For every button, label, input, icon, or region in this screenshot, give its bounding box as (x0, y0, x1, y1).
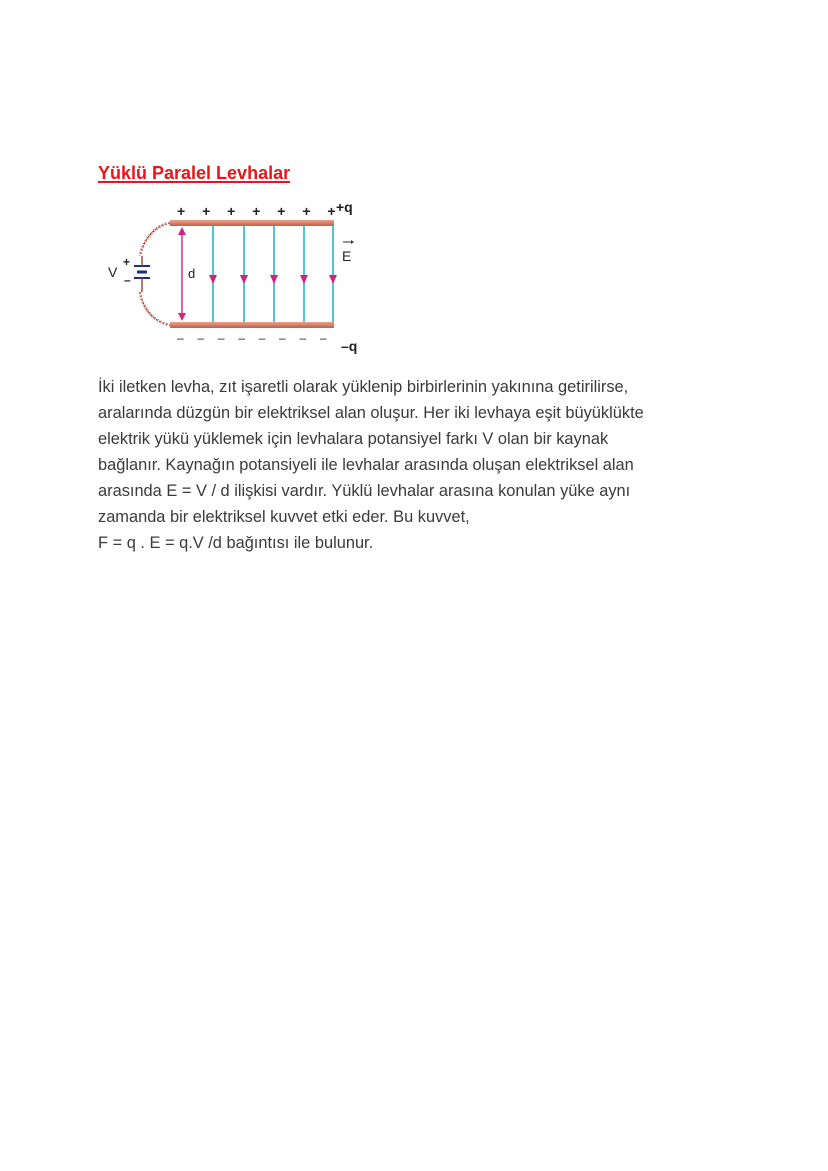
paragraph-line: elektrik yükü yüklemek için levhalara potansiyel farkı V olan bir kaynak (98, 430, 609, 448)
distance-arrow (178, 227, 186, 321)
paragraph-line: İki iletken levha, zıt işaretli olarak yüklenip birbirlerinin yakınına getirilirse, (98, 378, 629, 396)
voltage-label: V (108, 264, 118, 280)
wire-coils (140, 223, 170, 325)
parallel-plates-figure (100, 196, 370, 360)
battery-icon (134, 256, 150, 292)
field-label: E (342, 248, 352, 264)
bottom-plate-charges: – – – – – – – – (177, 331, 332, 345)
paragraph-line: arasında E = V / d ilişkisi vardır. Yüklü levhalar arasına konulan yüke aynı (98, 482, 631, 500)
top-plate (170, 220, 334, 226)
paragraph-line: F = q . E = q.V /d bağıntısı ile bulunur. (98, 534, 374, 552)
battery-minus-sign: – (124, 273, 131, 287)
bottom-charge-label: –q (341, 338, 358, 354)
top-charge-label: +q (336, 199, 353, 215)
battery-plus-sign: + (123, 255, 131, 269)
top-plate-charges: + + + + + + + (177, 203, 343, 219)
paragraph-line: aralarında düzgün bir elektriksel alan oluşur. Her iki levhaya eşit büyüklükte (98, 404, 644, 422)
electric-field-lines (213, 226, 333, 322)
document-title: Yüklü Paralel Levhalar (98, 163, 291, 183)
connecting-wire (140, 223, 170, 325)
distance-label: d (188, 266, 196, 281)
field-vector-bar (343, 240, 354, 244)
bottom-plate (170, 322, 334, 328)
explanation-paragraph (98, 374, 738, 556)
paragraph-line: zamanda bir elektriksel kuvvet etki eder. Bu kuvvet, (98, 508, 470, 526)
paragraph-line: bağlanır. Kaynağın potansiyeli ile levhalar arasında oluşan elektriksel alan (98, 456, 634, 474)
field-arrowheads (209, 275, 337, 284)
